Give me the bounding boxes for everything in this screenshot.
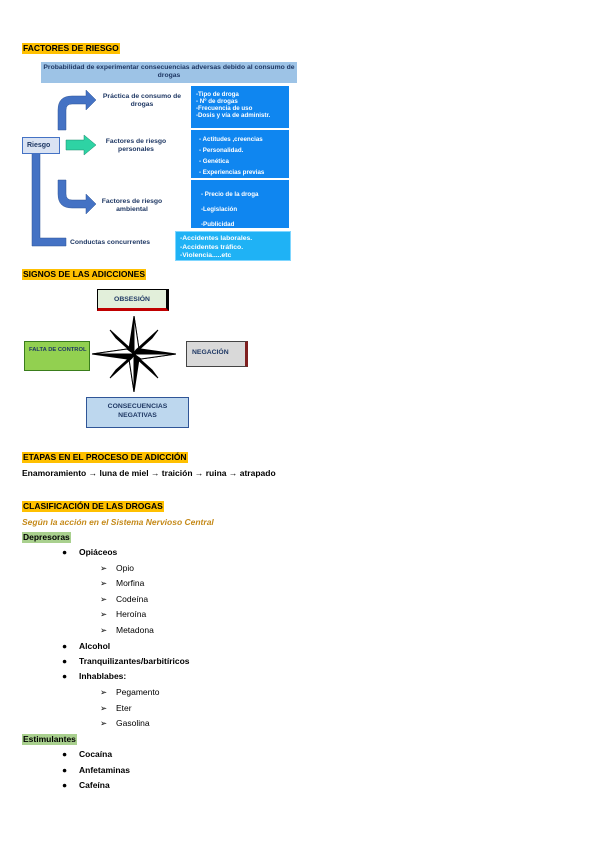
sub-list-item <box>100 718 150 729</box>
sub-list-item <box>100 578 145 589</box>
box-personales <box>191 130 289 178</box>
bullet-icon: ● <box>62 749 68 759</box>
list-item <box>62 641 111 652</box>
list-item <box>62 780 110 791</box>
sub-list-item <box>100 687 160 698</box>
box-concurrentes-line: -Accidentes laborales. <box>180 235 253 242</box>
box-concurrentes-line: -Accidentes tráfico. <box>180 243 244 251</box>
obsesion-box: OBSESIÓN <box>97 289 169 311</box>
list-item-label: Anfetaminas <box>79 765 131 775</box>
box-concurrentes-line: -Violencia.....etc <box>180 252 232 259</box>
box-practica-line: -Dosis y vía de administr. <box>196 112 271 119</box>
bullet-icon: ● <box>62 780 68 790</box>
list-item-label: Opiáceos <box>79 547 118 557</box>
arrow-bullet-icon: ➢ <box>100 578 108 588</box>
label-concurrentes: Conductas concurrentes <box>70 239 151 246</box>
arrow-bullet-icon: ➢ <box>100 563 108 573</box>
list-item-label: Cocaína <box>79 749 113 759</box>
estimulantes-title: Estimulantes <box>23 734 76 744</box>
bullet-icon: ● <box>62 547 68 557</box>
compass-star-icon <box>92 316 176 392</box>
riesgo-box: Riesgo <box>22 137 60 154</box>
arrow-bullet-icon: ➢ <box>100 594 108 604</box>
box-ambiental-line: - Precio de la droga <box>201 191 259 198</box>
consecuencias-box: CONSECUENCIAS NEGATIVAS <box>86 397 189 428</box>
box-ambiental-line: -Legislación <box>201 206 238 213</box>
arrow-bullet-icon: ➢ <box>100 718 108 728</box>
sub-list-item-label: Eter <box>116 703 132 713</box>
box-practica <box>191 86 289 128</box>
section-title-etapas: ETAPAS EN EL PROCESO DE ADICCIÓN <box>23 452 187 462</box>
box-ambiental <box>191 180 289 228</box>
box-concurrentes <box>175 231 291 261</box>
box-personales-line: - Genética <box>199 158 229 165</box>
label-personales: Factores de riesgo personales <box>105 138 167 153</box>
list-item <box>62 656 190 667</box>
box-personales-line: - Personalidad. <box>199 147 244 154</box>
sub-list-item-label: Pegamento <box>116 687 160 697</box>
bullet-icon: ● <box>62 765 68 775</box>
falta-control-box: FALTA DE CONTROL <box>24 341 90 371</box>
box-personales-line: - Experiencias previas <box>199 169 265 176</box>
bullet-icon: ● <box>62 641 68 651</box>
bullet-icon: ● <box>62 656 68 666</box>
sub-list-item-label: Heroína <box>116 609 147 619</box>
sub-list-item <box>100 609 147 620</box>
depresoras-title: Depresoras <box>23 532 70 542</box>
label-ambiental: Factores de riesgo ambiental <box>101 198 163 213</box>
sub-list-item-label: Codeína <box>116 594 149 604</box>
arrow-up-curve <box>58 90 96 130</box>
box-practica-line: -Tipo de droga <box>196 91 239 98</box>
label-practica: Práctica de consumo de drogas <box>102 93 182 108</box>
arrow-bullet-icon: ➢ <box>100 703 108 713</box>
sub-list-item <box>100 563 134 574</box>
arrow-bullet-icon: ➢ <box>100 687 108 697</box>
bullet-icon: ● <box>62 671 68 681</box>
list-item <box>62 749 113 760</box>
section-title-signos: SIGNOS DE LAS ADICCIONES <box>23 269 146 279</box>
list-item <box>62 671 127 682</box>
box-ambiental-line: -Publicidad <box>201 221 235 228</box>
sub-list-item-label: Opio <box>116 563 134 573</box>
list-item <box>62 547 118 558</box>
list-item <box>62 765 131 776</box>
box-practica-line: - Nº de drogas <box>196 98 238 105</box>
sub-list-item <box>100 625 154 636</box>
section-title-factores: FACTORES DE RIESGO <box>23 43 119 53</box>
section-title-clasificacion: CLASIFICACIÓN DE LAS DROGAS <box>23 501 163 511</box>
clasificacion-subtitle: Según la acción en el Sistema Nervioso Central <box>22 517 214 527</box>
sub-list-item <box>100 594 149 605</box>
sub-list-item <box>100 703 132 714</box>
box-practica-line: -Frecuencia de uso <box>196 105 253 112</box>
arrow-down-curve <box>58 180 96 214</box>
negacion-box: NEGACIÓN <box>186 341 248 367</box>
arrow-right-green <box>66 135 96 155</box>
sub-list-item-label: Gasolina <box>116 718 150 728</box>
list-item-label: Alcohol <box>79 641 111 651</box>
etapas-sequence: Enamoramiento → luna de miel → traición → ruina → atrapado <box>22 468 276 478</box>
sub-list-item-label: Morfina <box>116 578 145 588</box>
arrow-bullet-icon: ➢ <box>100 625 108 635</box>
diagram-header: Probabilidad de experimentar consecuencias adversas debido al consumo de drogas <box>41 62 297 83</box>
arrow-bullet-icon: ➢ <box>100 609 108 619</box>
box-personales-line: - Actitudes ,creencias <box>199 136 263 143</box>
sub-list-item-label: Metadona <box>116 625 154 635</box>
list-item-label: Cafeína <box>79 780 110 790</box>
list-item-label: Tranquilizantes/barbitíricos <box>79 656 190 666</box>
list-item-label: Inhablabes: <box>79 671 127 681</box>
